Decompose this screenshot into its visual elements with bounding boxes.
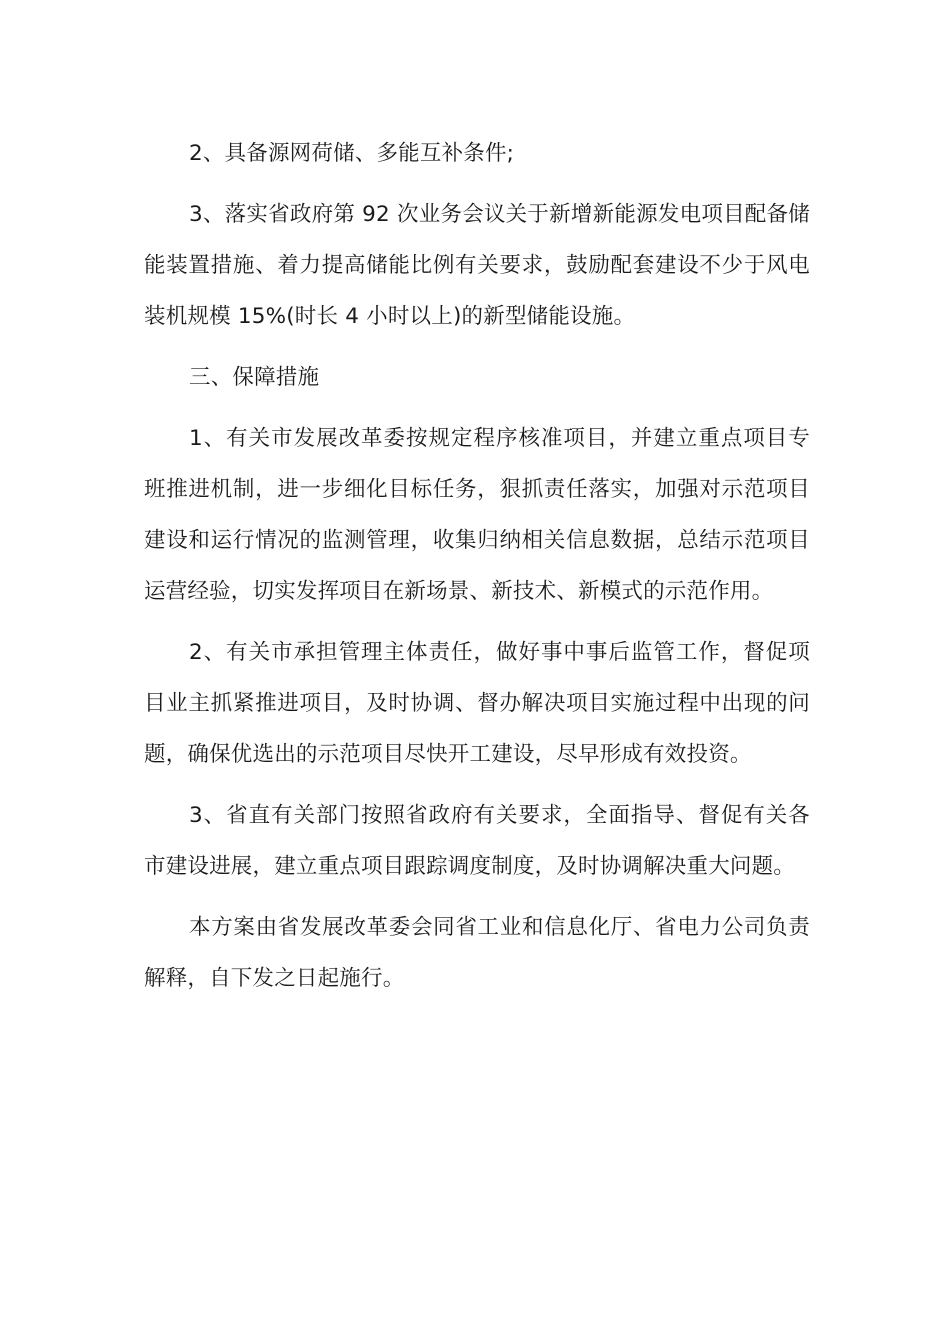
paragraph-measure-2: 2、有关市承担管理主体责任，做好事中事后监管工作，督促项目业主抓紧推进项目，及时协调、督办解决项目实施过程中出现的问题，确保优选出的示范项目尽快开工建设，尽早形成有效投资。: [144, 640, 810, 767]
paragraph-condition-3: 3、落实省政府第 92 次业务会议关于新增新能源发电项目配备储能装置措施、着力提高储能比例有关要求，鼓励配套建设不少于风电装机规模 15%(时长 4 小时以上)的新型储能设施。: [144, 202, 810, 329]
paragraph-measure-1: 1、有关市发展改革委按规定程序核准项目，并建立重点项目专班推进机制，进一步细化目标任务，狠抓责任落实，加强对示范项目建设和运行情况的监测管理，收集归纳相关信息数据，总结示范项目运营经验，切实发挥项目在新场景、新技术、新模式的示范作用。: [144, 426, 810, 604]
document-body: [144, 128, 810, 1014]
paragraph-measure-3: 3、省直有关部门按照省政府有关要求，全面指导、督促有关各市建设进展，建立重点项目跟踪调度制度，及时协调解决重大问题。: [144, 803, 810, 879]
paragraph-interpretation: 本方案由省发展改革委会同省工业和信息化厅、省电力公司负责解释，自下发之日起施行。: [144, 915, 810, 991]
paragraph-condition-2: 2、具备源网荷储、多能互补条件;: [189, 141, 515, 166]
section-heading-safeguards: 三、保障措施: [189, 365, 320, 390]
